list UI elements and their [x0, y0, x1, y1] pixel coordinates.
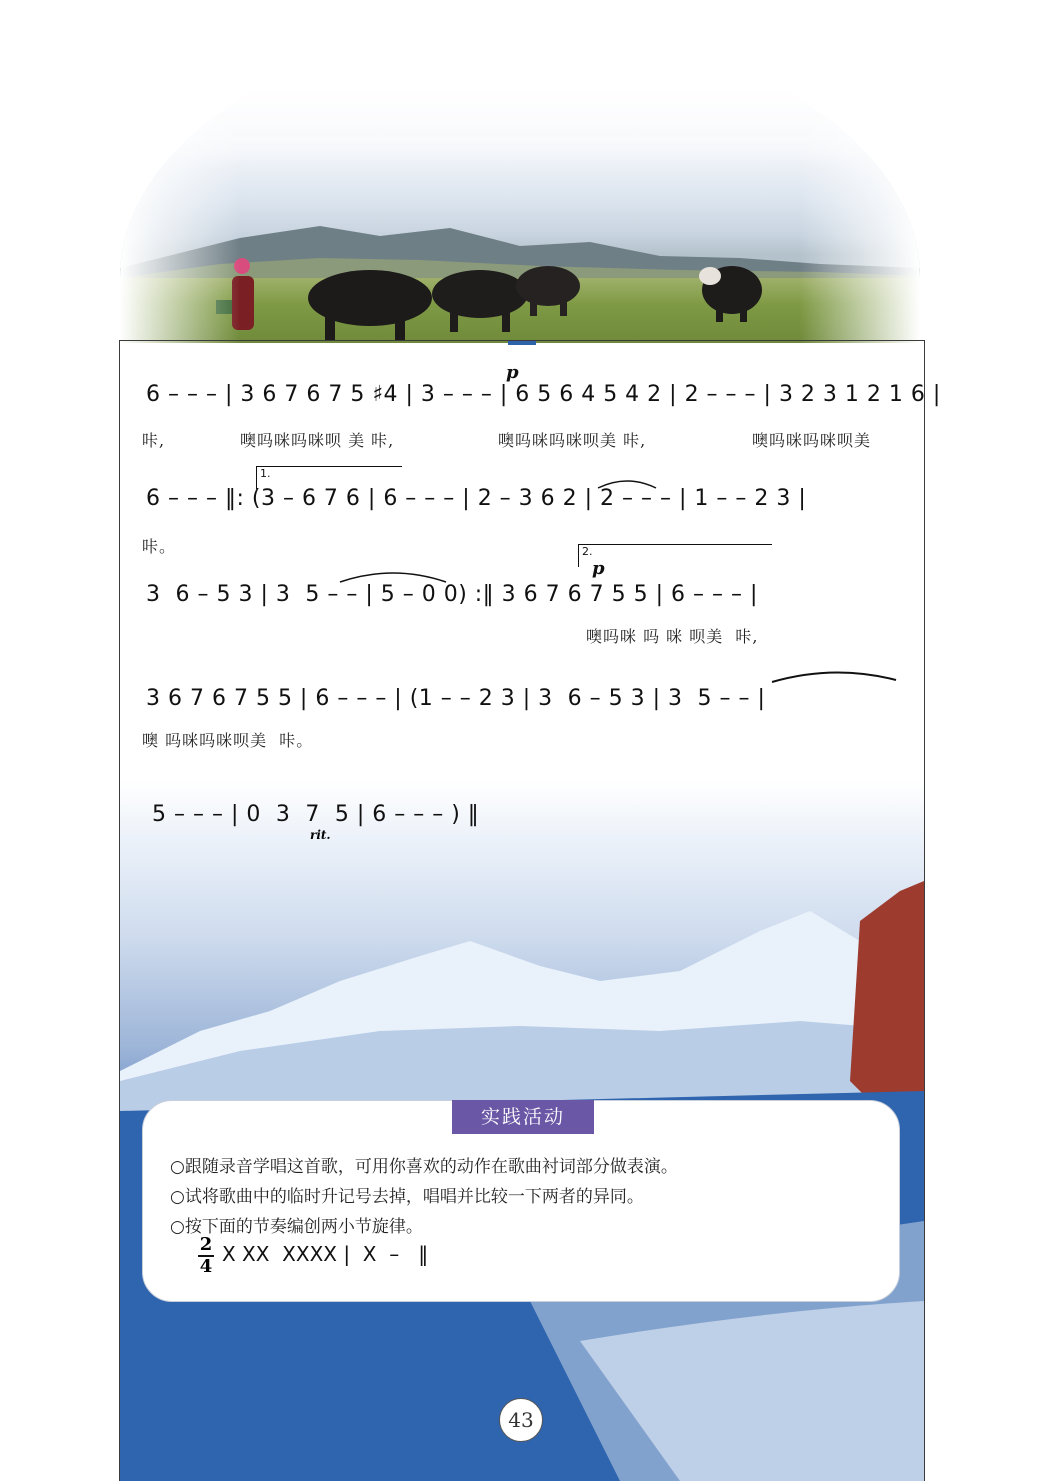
slur-mark: [770, 670, 898, 684]
dynamic-piano-mark: p: [506, 362, 519, 383]
score-line-3: 3 6 – 5 3 | 3 5 – – | 5 – 0 0) :‖ 3 6 7 6 7 5 5 | 6 – – – |: [146, 582, 758, 607]
dynamic-piano-mark-2: p: [592, 558, 605, 579]
practice-item-3: ○按下面的节奏编创两小节旋律。: [170, 1217, 423, 1237]
slur-mark: [596, 478, 658, 490]
ritardando-marking: rit.: [310, 828, 331, 842]
lyric-line-1-d: 噢吗咪吗咪呗美: [752, 431, 872, 450]
lyric-line-2: 咔。: [142, 537, 177, 556]
time-signature-bottom: 4: [199, 1256, 213, 1277]
time-signature-top: 2: [199, 1234, 213, 1255]
rhythm-pattern: X XX XXXX | X – ‖: [222, 1242, 429, 1266]
volta-second-ending: 2.: [578, 544, 772, 567]
volta-first-ending: 1.: [256, 466, 402, 489]
page-number: 43: [499, 1398, 543, 1442]
score-line-5: 5 – – – | 0 3 7 5 | 6 – – – ) ‖: [152, 802, 480, 827]
practice-item-1: ○跟随录音学唱这首歌，可用你喜欢的动作在歌曲衬词部分做表演。: [170, 1157, 678, 1177]
practice-activity-title: 实践活动: [452, 1100, 594, 1134]
score-line-4: 3 6 7 6 7 5 5 | 6 – – – | (1 – – 2 3 | 3 6 – 5 3 | 3 5 – – |: [146, 686, 766, 711]
score-line-1: 6 – – – | 3 6 7 6 7 5 ♯4 | 3 – – – | 6 5 6 4 5 4 2 | 2 – – – | 3 2 3 1 2 1 6 |: [146, 382, 941, 407]
lyric-line-3: 噢吗咪 吗 咪 呗美 咔,: [586, 627, 759, 646]
practice-item-2: ○试将歌曲中的临时升记号去掉，唱唱并比较一下两者的异同。: [170, 1187, 644, 1207]
lyric-line-1-a: 咔,: [142, 431, 166, 450]
time-signature: [196, 1236, 216, 1276]
score-line-2: 6 – – – ‖: (3 – 6 7 6 | 6 – – – | 2 – 3 6 2 | 2 – – – | 1 – – 2 3 |: [146, 486, 807, 511]
slur-mark: [338, 570, 448, 584]
lyric-line-4: 噢 吗咪吗咪呗美 咔。: [142, 731, 314, 750]
lyric-line-1-b: 噢吗咪吗咪呗 美 咔,: [240, 431, 395, 450]
lyric-line-1-c: 噢吗咪吗咪呗美 咔,: [498, 431, 647, 450]
